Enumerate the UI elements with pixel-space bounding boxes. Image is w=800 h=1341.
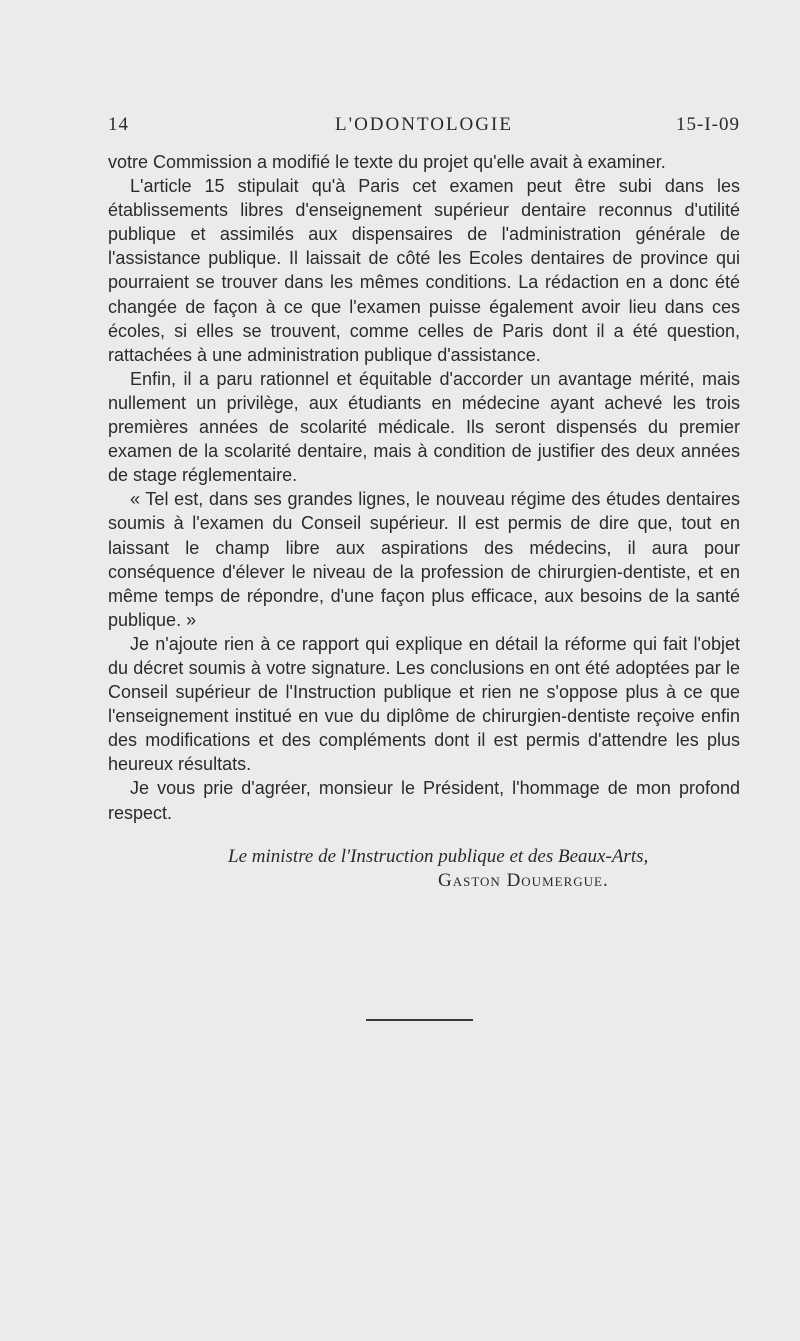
paragraph-closing: Je vous prie d'agréer, monsieur le Président, l'hommage de mon profond respect. xyxy=(108,778,740,823)
paragraph-privilege: Enfin, il a paru rationnel et équitable d'accorder un avantage mérité, mais nullement un privilège, aux étudiants en médecine ayant achevé les trois premières années de scolarité médicale. Ils seront dispensés du premier examen de la scolarité dentaire, mais à condition de justifier des deux années de stage réglementaire. xyxy=(108,368,740,486)
running-header xyxy=(108,114,740,144)
section-divider xyxy=(366,1019,473,1021)
signature-block xyxy=(220,846,750,892)
paragraph-continuation: votre Commission a modifié le texte du projet qu'elle avait à examiner. xyxy=(108,152,666,172)
running-title: L'ODONTOLOGIE xyxy=(335,114,513,135)
body-text xyxy=(108,150,740,825)
page-number: 14 xyxy=(108,114,129,135)
paragraph-conclusion: Je n'ajoute rien à ce rapport qui explique en détail la réforme qui fait l'objet du décret soumis à votre signature. Les conclusions en ont été adoptées par le Conseil supérieur de l'Instruction publique et rien ne s'oppose plus à ce que l'enseignement institué en vue du diplôme de chirurgien-dentiste reçoive enfin des modifications et des compléments dont il est permis d'attendre les plus heureux résultats. xyxy=(108,633,740,775)
paragraph-article-15: L'article 15 stipulait qu'à Paris cet examen peut être subi dans les établissements libres d'enseignement supérieur dentaire reconnus d'utilité publique et assimilés aux dispensaires de l'administration générale de l'assistance publique. Il laissait de côté les Ecoles dentaires de province qui pourraient se trouver dans les mêmes conditions. La rédaction en a donc été changée de façon à ce que l'examen puisse également avoir lieu dans ces écoles, si elles se trouvent, comme celles de Paris dont il a été question, rattachées à une administration publique d'assistance. xyxy=(108,176,740,365)
issue-date: 15-I-09 xyxy=(676,114,740,135)
signature-title: Le ministre de l'Instruction publique et des Beaux-Arts, xyxy=(228,846,649,867)
paragraph-quote: « Tel est, dans ses grandes lignes, le nouveau régime des études dentaires soumis à l'examen du Conseil supérieur. Il est permis de dire que, tout en laissant le champ libre aux aspirations des médecins, il aura pour conséquence d'élever le niveau de la profession de chirurgien-dentiste, et en même temps de répondre, d'une façon plus efficace, aux besoins de la santé publique. » xyxy=(108,489,740,630)
signature-name: Gaston Doumergue. xyxy=(438,870,609,891)
